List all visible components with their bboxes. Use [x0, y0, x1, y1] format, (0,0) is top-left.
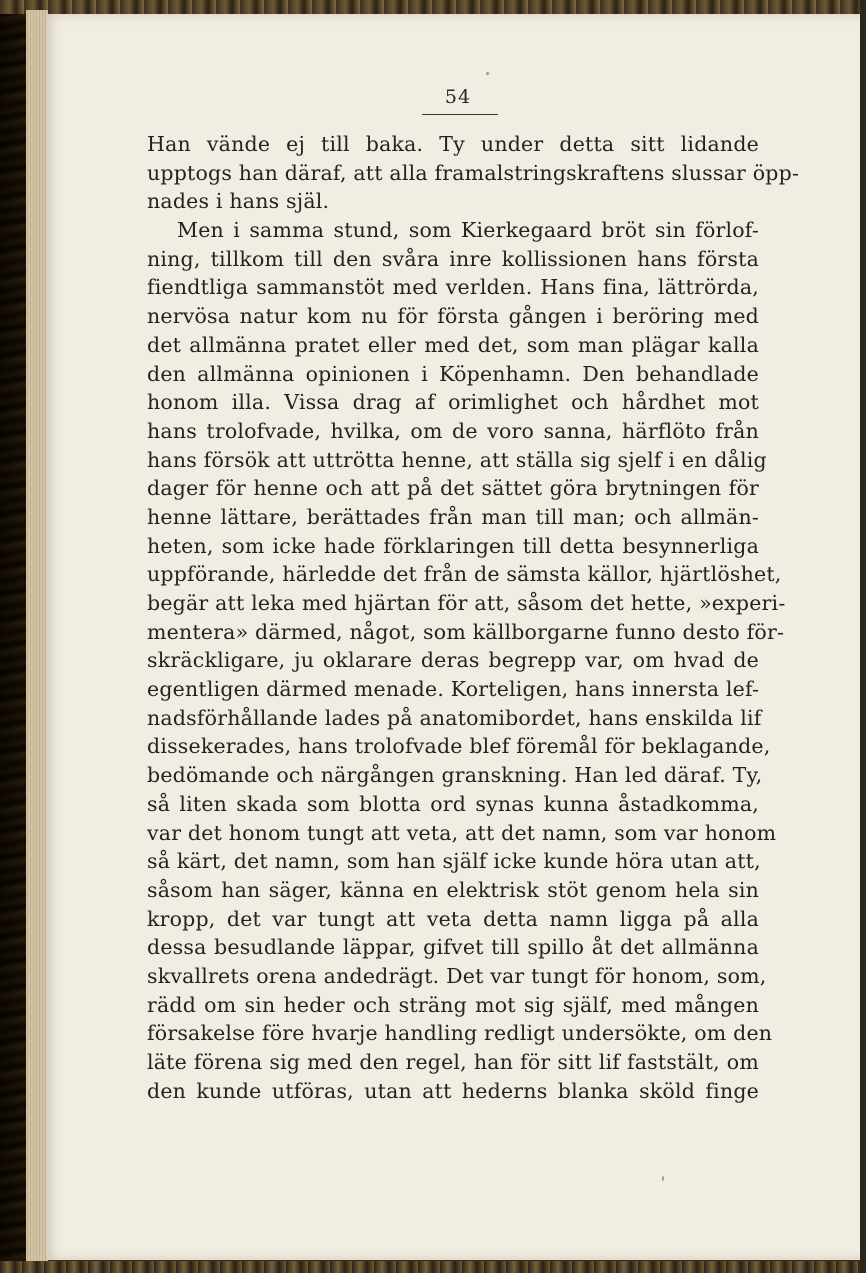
text-line: den kunde utföras, utan att hederns blanka sköld finge: [147, 1078, 759, 1103]
book-binding-bottom: [0, 1261, 866, 1273]
book-right-edge: [860, 0, 866, 1273]
page-number: 54: [444, 86, 472, 108]
text-line: mentera» därmed, något, som källborgarne funno desto för-: [147, 619, 785, 644]
text-line: dissekerades, hans trolofvade blef föremål för beklagande,: [147, 734, 771, 759]
text-line: så liten skada som blotta ord synas kunna åstadkomma,: [147, 791, 759, 816]
text-line: var det honom tungt att veta, att det namn, som var honom: [147, 820, 777, 845]
text-line: Han vände ej till baka. Ty under detta sitt lidande: [147, 132, 759, 156]
text-line: henne lättare, berättades från man till man; och allmän-: [147, 504, 759, 529]
text-line: ning, tillkom till den svåra inre kollissionen hans första: [147, 246, 759, 271]
text-line: bedömande och närgången granskning. Han led däraf. Ty,: [147, 763, 763, 788]
text-line: fiendtliga sammanstöt med verlden. Hans fina, lättrörda,: [147, 275, 759, 300]
text-line: egentligen därmed menade. Korteligen, hans innersta lef-: [147, 677, 760, 702]
page-edges: [26, 10, 48, 1265]
text-line: försakelse före hvarje handling redligt undersökte, om den: [147, 1021, 773, 1046]
text-line: kropp, det var tungt att veta detta namn ligga på alla: [147, 906, 759, 931]
text-line: hans försök att uttrötta henne, att ställa sig sjelf i en dålig: [147, 447, 767, 472]
text-line: nervösa natur kom nu för första gången i beröring med: [147, 304, 759, 329]
ink-speck: [662, 1176, 664, 1181]
text-line: rädd om sin heder och sträng mot sig själf, med mången: [147, 992, 759, 1017]
page-number-rule: [422, 114, 498, 115]
text-line: skvallrets orena andedrägt. Det var tungt för honom, som,: [147, 963, 767, 988]
text-line: upptogs han däraf, att alla framalstringskraftens slussar öpp-: [147, 160, 800, 185]
text-line: nadsförhållande lades på anatomibordet, hans enskilda lif: [147, 705, 762, 730]
text-line: den allmänna opinionen i Köpenhamn. Den behandlade: [147, 361, 759, 386]
text-line: Men i samma stund, som Kierkegaard bröt sin förlof-: [177, 218, 759, 243]
text-line: läte förena sig med den regel, han för sitt lif faststält, om: [147, 1050, 759, 1074]
text-line: skräckligare, ju oklarare deras begrepp var, om hvad de: [147, 648, 759, 673]
text-line: det allmänna pratet eller med det, som man plägar kalla: [147, 332, 759, 357]
text-line: hans trolofvade, hvilka, om de voro sanna, härflöto från: [147, 418, 759, 443]
text-line: uppförande, härledde det från de sämsta källor, hjärtlöshet,: [147, 562, 782, 587]
text-line: så kärt, det namn, som han själf icke kunde höra utan att,: [147, 849, 761, 874]
text-line: såsom han säger, känna en elektrisk stöt genom hela sin: [147, 877, 759, 902]
text-line: begär att leka med hjärtan för att, såsom det hette, »experi-: [147, 591, 786, 615]
text-line: heten, som icke hade förklaringen till detta besynnerliga: [147, 533, 759, 558]
text-line: dessa besudlande läppar, gifvet till spillo åt det allmänna: [147, 935, 759, 960]
ink-speck: [486, 72, 489, 75]
text-line: dager för henne och att på det sättet göra brytningen för: [147, 476, 759, 501]
book-binding-top: [0, 0, 866, 14]
body-text: [147, 130, 800, 1105]
text-line: honom illa. Vissa drag af orimlighet och hårdhet mot: [147, 390, 759, 415]
text-line: nades i hans själ.: [147, 189, 330, 214]
